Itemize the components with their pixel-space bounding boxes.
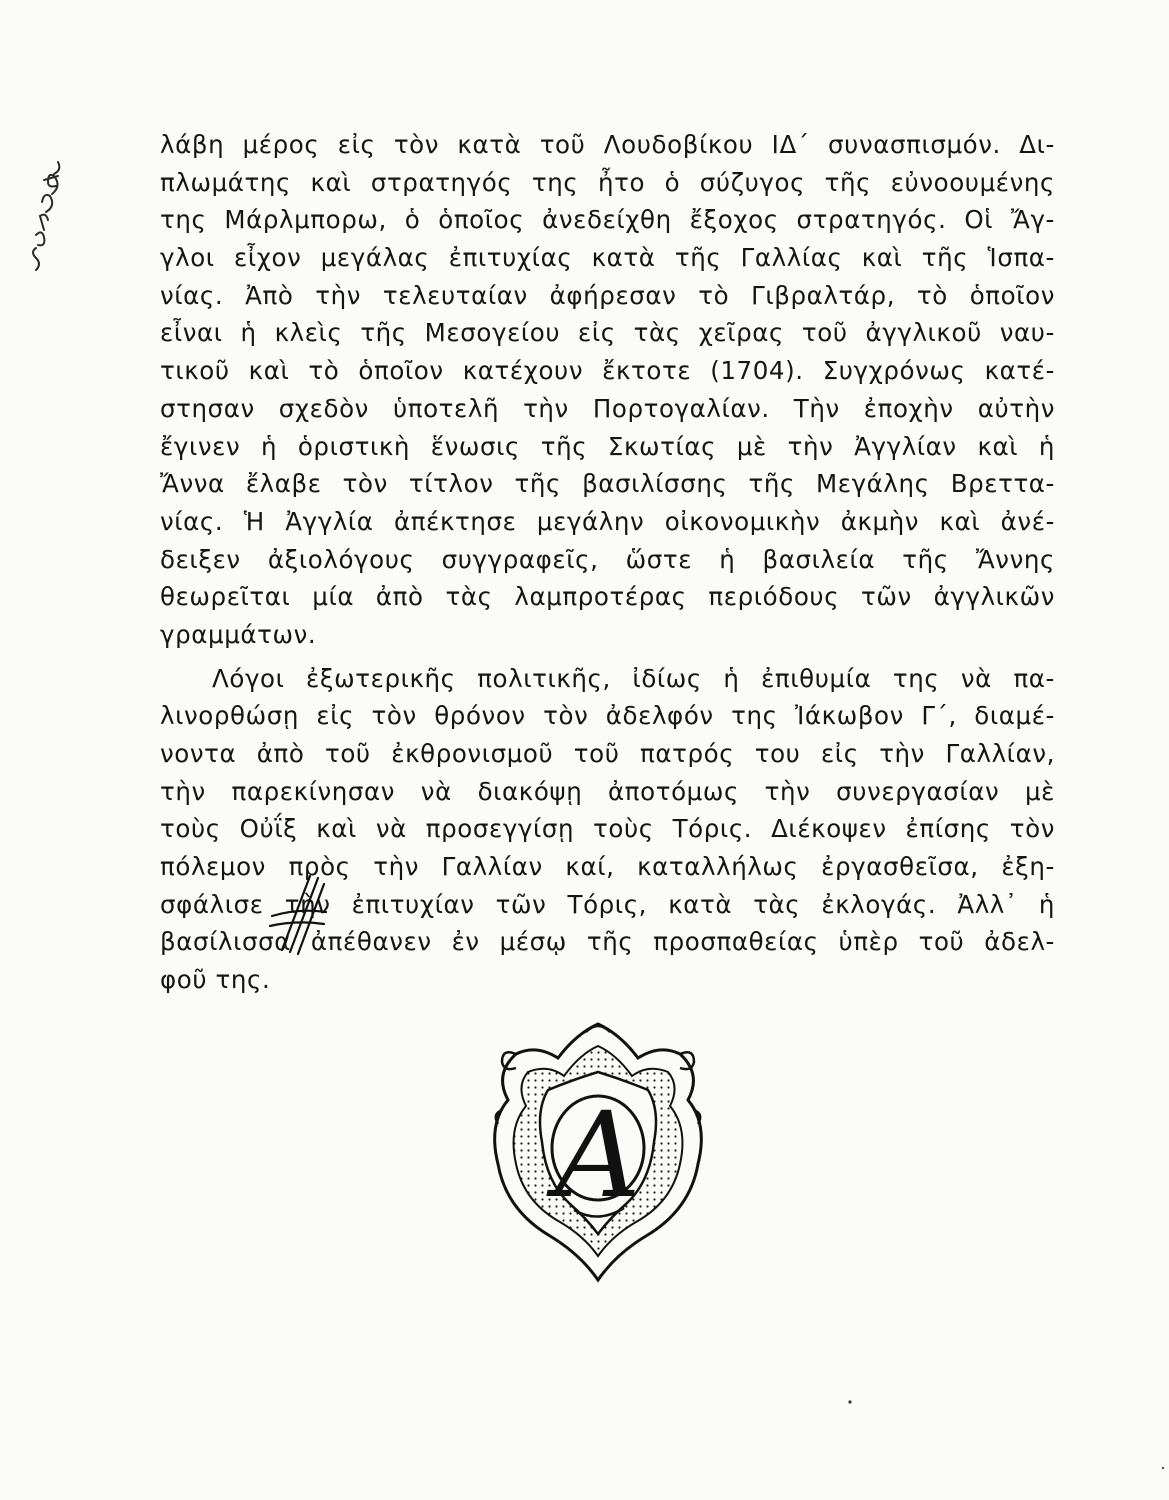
text-line: πλωμάτης καὶ στρατηγός της ἦτο ὁ σύζυγος τῆς εὐνοουμένης [160, 167, 1055, 197]
text-line: γραμμάτων. [160, 619, 317, 649]
text-line: σφάλισε τὴν ἐπιτυχίαν τῶν Τόρις, κατὰ τὰς ἐκλογάς. Ἀλλ᾽ ἡ [160, 889, 1055, 919]
text-line: θεωρεῖται μία ἀπὸ τὰς λαμπροτέρας περιόδους τῶν ἀγγλικῶν [160, 582, 1055, 612]
text-line: Λόγοι ἐξωτερικῆς πολιτικῆς, ἰδίως ἡ ἐπιθυμία της νὰ πα- [212, 663, 1055, 693]
text-line: λάβη μέρος εἰς τὸν κατὰ τοῦ Λουδοβίκου ΙΔ΄ συνασπισμόν. Δι- [160, 130, 1055, 159]
text-line: γλοι εἶχον μεγάλας ἐπιτυχίας κατὰ τῆς Γαλλίας καὶ τῆς Ἱσπα- [160, 243, 1055, 273]
text-line: νοντα ἀπὸ τοῦ ἐκθρονισμοῦ τοῦ πατρός του εἰς τὴν Γαλλίαν, [160, 739, 1055, 768]
text-line: δειξεν ἀξιολόγους συγγραφεῖς, ὥστε ἡ βασιλεία τῆς Ἄννης [160, 544, 1055, 574]
text-line: νίας. Ἀπὸ τὴν τελευταίαν ἀφήρεσαν τὸ Γιβραλτάρ, τὸ ὁποῖον [160, 280, 1055, 310]
handwritten-margin-note [14, 150, 74, 280]
emblem-letter: Α [555, 1086, 641, 1224]
text-line: φοῦ της. [160, 965, 271, 995]
text-line: στησαν σχεδὸν ὑποτελῆ τὴν Πορτογαλίαν. Τὴν ἐποχὴν αὐτὴν [160, 393, 1055, 423]
end-hatch-mark [262, 868, 332, 958]
text-line: ἔγινεν ἡ ὁριστικὴ ἕνωσις τῆς Σκωτίας μὲ τὴν Ἀγγλίαν καὶ ἡ [160, 431, 1055, 461]
text-line: λινορθώσῃ εἰς τὸν θρόνον τὸν ἀδελφόν της Ἰάκωβον Γ΄, διαμέ- [160, 701, 1055, 731]
text-line: εἶναι ἡ κλεὶς τῆς Μεσογείου εἰς τὰς χεῖρας τοῦ ἀγγλικοῦ ναυ- [160, 318, 1055, 348]
text-line: τικοῦ καὶ τὸ ὁποῖον κατέχουν ἔκτοτε (1704). Συγχρόνως κατέ- [160, 356, 1055, 386]
text-line: της Μάρλμπορω, ὁ ὁποῖος ἀνεδείχθη ἔξοχος στρατηγός. Οἱ Ἄγ- [160, 205, 1055, 235]
text-line: τοὺς Οὐΐξ καὶ νὰ προσεγγίσῃ τοὺς Τόρις. Διέκοψεν ἐπίσης τὸν [160, 814, 1055, 844]
text-line: Ἄννα ἔλαβε τὸν τίτλον τῆς βασιλίσσης τῆς Μεγάλης Βρεττα- [160, 469, 1055, 499]
text-line: τὴν παρεκίνησαν νὰ διακόψῃ ἀποτόμως τὴν συνεργασίαν μὲ [160, 776, 1055, 806]
paragraph-1 [160, 126, 1055, 654]
publisher-emblem [476, 1014, 720, 1286]
text-line: νίας. Ἡ Ἀγγλία ἀπέκτησε μεγάλην οἰκονομικὴν ἀκμὴν καὶ ἀνέ- [160, 506, 1055, 536]
text-line: βασίλισσα ἀπέθανεν ἐν μέσῳ τῆς προσπαθείας ὑπὲρ τοῦ ἀδελ- [160, 927, 1055, 957]
text-line: πόλεμον πρὸς τὴν Γαλλίαν καί, καταλλήλως ἐργασθεῖσα, ἐξη- [160, 852, 1055, 882]
